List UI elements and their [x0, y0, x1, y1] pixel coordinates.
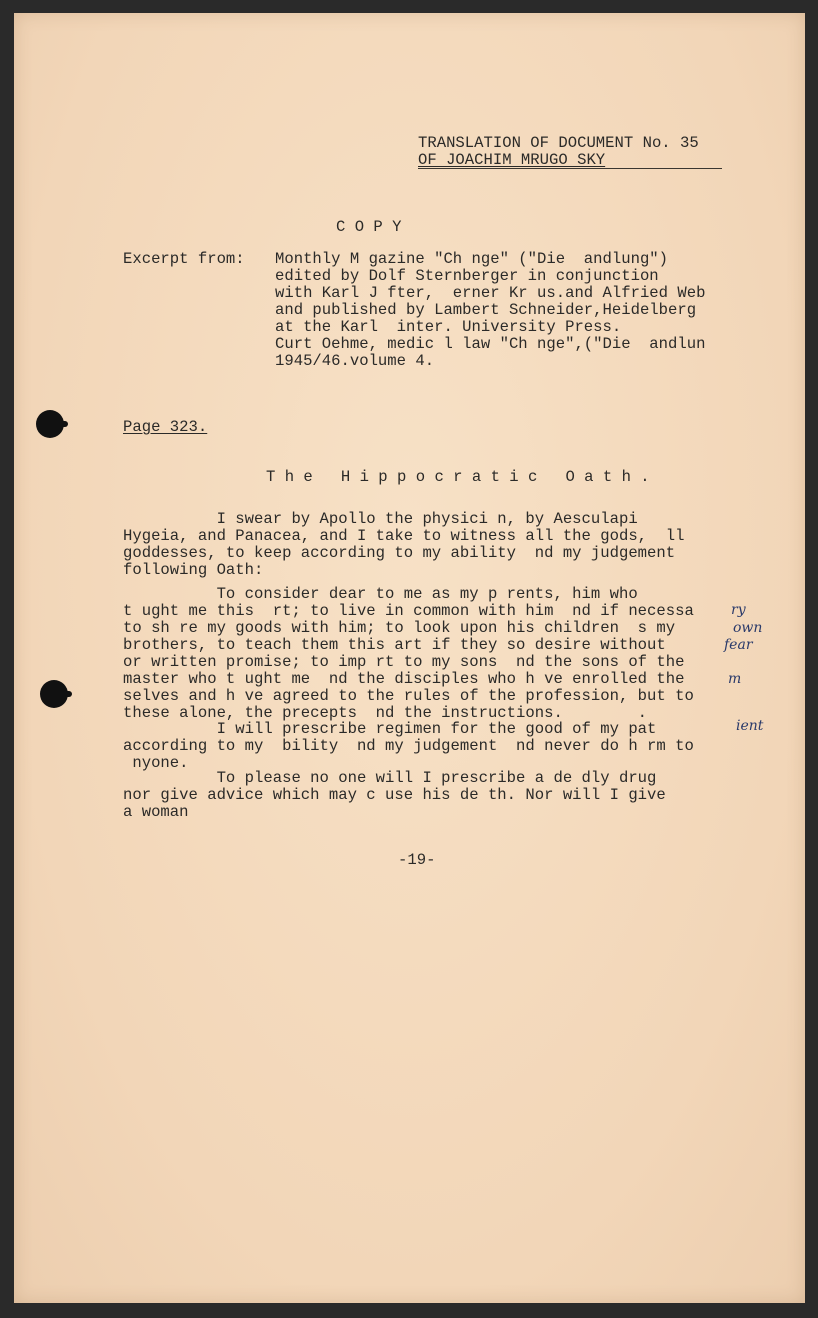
- text-line: these alone, the precepts nd the instructions. .: [123, 704, 648, 722]
- text-line: goddesses, to keep according to my ability nd my judgement: [123, 544, 694, 562]
- page-reference: Page 323.: [123, 418, 208, 436]
- document-page: [14, 13, 805, 1303]
- text-line: to sh re my goods with him; to look upon his children s my: [123, 619, 676, 637]
- excerpt-label: Excerpt from:: [123, 250, 245, 268]
- text-line: a woman: [123, 803, 189, 821]
- punch-hole-top: [36, 410, 64, 438]
- text-line: I swear by Apollo the physici n, by Aesculapi: [123, 510, 638, 528]
- header-line-2: OF JOACHIM MRUGO SKY: [418, 151, 606, 169]
- text-line: selves and h ve agreed to the rules of the profession, but to: [123, 687, 694, 705]
- text-line: or written promise; to imp rt to my sons nd the sons of the: [123, 653, 685, 671]
- page-number: -19-: [398, 851, 436, 869]
- handwritten-own: own: [733, 620, 763, 636]
- text-line: master who t ught me nd the disciples who h ve enrolled the: [123, 670, 685, 688]
- excerpt-line: with Karl J fter, erner Kr us.and Alfried Web: [275, 284, 706, 302]
- text-line: nyone.: [123, 754, 189, 772]
- text-line: following Oath:: [123, 561, 264, 579]
- punch-hole-middle: [40, 680, 68, 708]
- document-title: T h e H i p p o c r a t i c O a t h .: [266, 468, 650, 486]
- handwritten-m: m: [728, 671, 742, 687]
- header-underline: [418, 168, 722, 169]
- handwritten-ry: ry: [731, 602, 746, 618]
- text-line: brothers, to teach them this art if they so desire without: [123, 636, 666, 654]
- text-line: t ught me this rt; to live in common with him nd if necessa: [123, 602, 694, 620]
- copy-label: C O P Y: [336, 218, 402, 236]
- text-line: nor give advice which may c use his de th. Nor will I give: [123, 786, 666, 804]
- handwritten-ient: ient: [736, 718, 764, 734]
- excerpt-line: edited by Dolf Sternberger in conjunction: [275, 267, 659, 285]
- text-line: according to my bility nd my judgement nd never do h rm to: [123, 737, 694, 755]
- text-line: To please no one will I prescribe a de dly drug: [123, 769, 657, 787]
- text-line: To consider dear to me as my p rents, him who: [123, 585, 638, 603]
- excerpt-line: Monthly M gazine "Ch nge" ("Die andlung"): [275, 250, 669, 268]
- text-line: Hygeia, and Panacea, and I take to witness all the gods, ll: [123, 527, 685, 545]
- excerpt-line: 1945/46.volume 4.: [275, 352, 435, 370]
- handwritten-fear: fear: [724, 637, 753, 653]
- header-line-1: TRANSLATION OF DOCUMENT No. 35: [418, 134, 699, 152]
- excerpt-line: and published by Lambert Schneider,Heidelberg: [275, 301, 697, 319]
- excerpt-line: Curt Oehme, medic l law "Ch nge",("Die andlun: [275, 335, 706, 353]
- excerpt-line: at the Karl inter. University Press.: [275, 318, 622, 336]
- text-line: I will prescribe regimen for the good of my pat: [123, 720, 657, 738]
